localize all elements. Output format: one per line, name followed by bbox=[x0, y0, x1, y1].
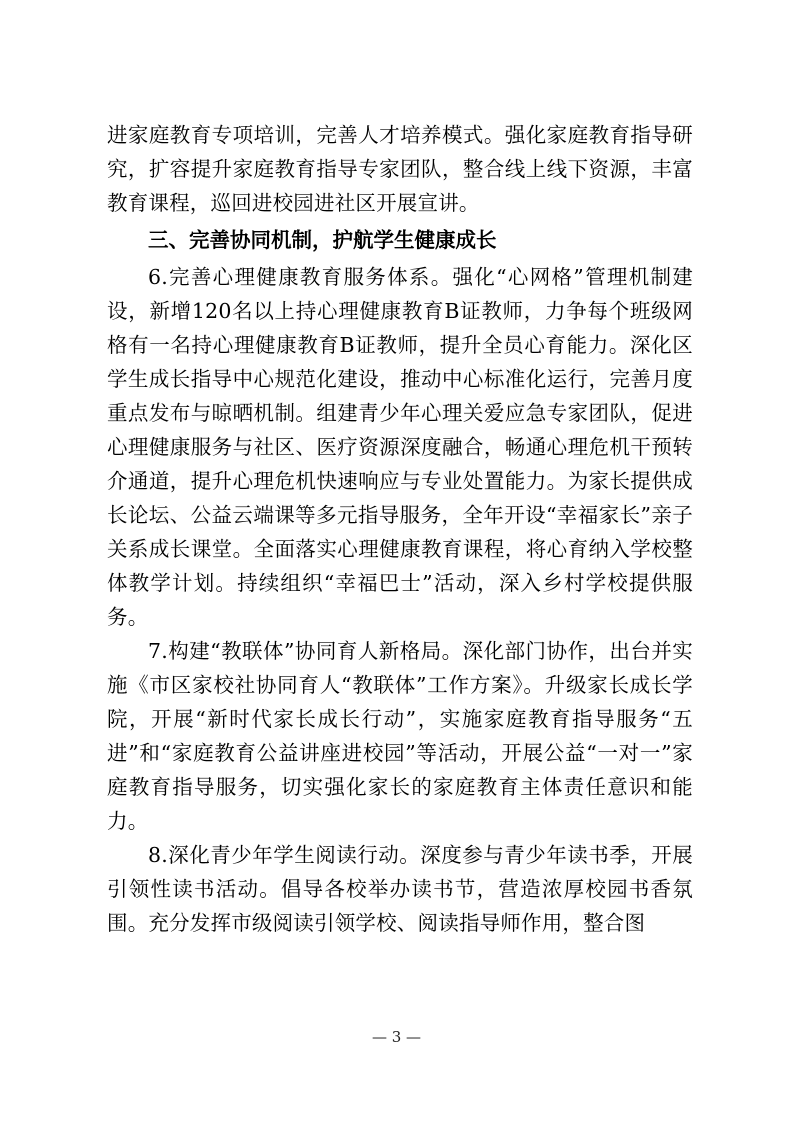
paragraph-item-7: 7.构建“教联体”协同育人新格局。深化部门协作，出台并实施《市区家校社协同育人“教联体”工作方案》。升级家长成长学院，开展“新时代家长成长行动”，实施家庭教育指导服务“五进”和“家庭教育公益讲座进校园”等活动，开展公益“一对一”家庭教育指导服务，切实强化家长的家庭教育主体责任意识和能力。 bbox=[107, 639, 693, 833]
section-heading: 三、完善协同机制，护航学生健康成长 bbox=[148, 228, 497, 252]
paragraph-item-8: 8.深化青少年学生阅读行动。深度参与青少年读书季，开展引领性读书活动。倡导各校举办读书节，营造浓厚校园书香氛围。充分发挥市级阅读引领学校、阅读指导师作用，整合图 bbox=[107, 843, 693, 935]
document-body bbox=[107, 118, 693, 940]
paragraph-item-6: 6.完善心理健康教育服务体系。强化“心网格”管理机制建设，新增120名以上持心理健康教育B证教师，力争每个班级网格有一名持心理健康教育B证教师，提升全员心育能力。深化区学生成长指导中心规范化建设，推动中心标准化运行，完善月度重点发布与晾晒机制。组建青少年心理关爱应急专家团队，促进心理健康服务与社区、医疗资源深度融合，畅通心理危机干预转介通道，提升心理危机快速响应与专业处置能力。为家长提供成长论坛、公益云端课等多元指导服务，全年开设“幸福家长”亲子关系成长课堂。全面落实心理健康教育课程，将心育纳入学校整体教学计划。持续组织“幸福巴士”活动，深入乡村学校提供服务。 bbox=[107, 265, 693, 629]
page-number: — 3 — bbox=[371, 1028, 422, 1046]
paragraph-continuation: 进家庭教育专项培训，完善人才培养模式。强化家庭教育指导研究，扩容提升家庭教育指导专家团队，整合线上线下资源，丰富教育课程，巡回进校园进社区开展宣讲。 bbox=[107, 123, 693, 215]
